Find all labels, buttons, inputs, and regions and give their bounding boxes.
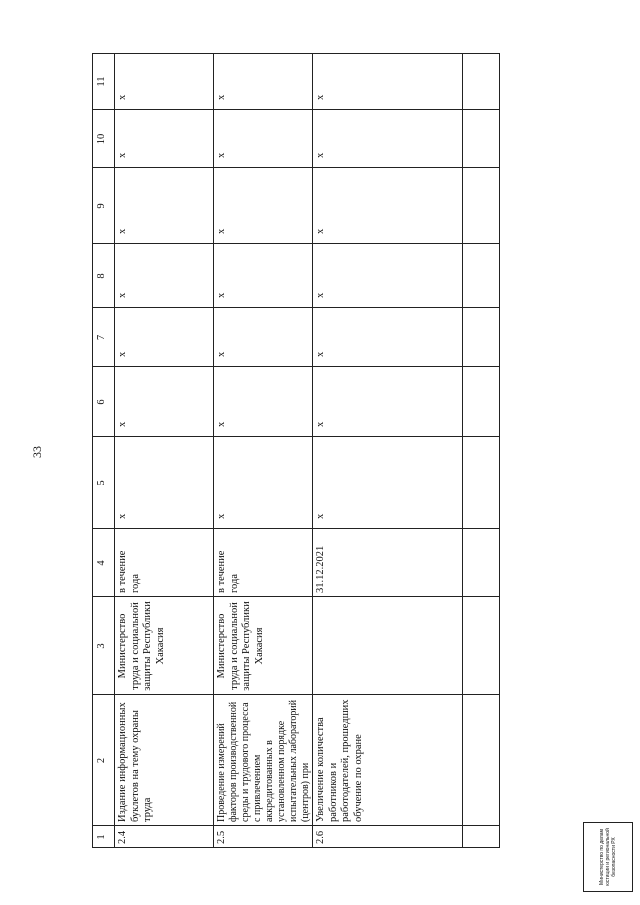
- deadline-text: в течение года: [216, 550, 240, 593]
- row-number: 2.6: [315, 830, 326, 844]
- stamp-text: [599, 824, 617, 890]
- value-cell: х: [216, 513, 227, 519]
- executor-text: Министерство труда и социальной защиты Республики Хакасия: [117, 601, 166, 691]
- header-col-4: 4: [96, 560, 107, 566]
- value-cell: х: [315, 421, 326, 427]
- header-col-5: 5: [96, 480, 107, 486]
- header-col-1: 1: [96, 834, 107, 840]
- header-col-2: 2: [96, 757, 107, 764]
- event-text: Увеличение количества работников и работодателей, прошедших обучение по охране: [315, 699, 364, 822]
- row-number: 2.4: [117, 830, 128, 844]
- value-cell: х: [117, 421, 128, 427]
- header-col-3: 3: [96, 643, 107, 649]
- value-cell: х: [315, 94, 326, 100]
- executor-text: Министерство труда и социальной защиты Республики Хакасия: [216, 601, 265, 691]
- value-cell: х: [216, 351, 227, 357]
- value-cell: х: [216, 94, 227, 100]
- value-cell: х: [216, 421, 227, 427]
- executor-text: [312, 597, 462, 695]
- page-number: 33: [30, 446, 44, 458]
- event-text: Издание информационных буклетов на тему охраны труда: [117, 702, 153, 822]
- deadline-text: 31.12.2021: [315, 545, 326, 593]
- value-cell: х: [216, 152, 227, 158]
- header-col-9: 9: [96, 203, 107, 209]
- value-cell: х: [117, 228, 128, 234]
- row-number: 2.5: [216, 830, 227, 844]
- header-col-8: 8: [96, 273, 107, 279]
- deadline-text: в течение года: [117, 550, 141, 593]
- header-col-6: 6: [96, 399, 107, 405]
- header-col-11: 11: [96, 76, 107, 87]
- value-cell: х: [315, 513, 326, 519]
- rotated-table: [92, 53, 500, 848]
- value-cell: х: [117, 152, 128, 158]
- stamp-line-3: безопасности РХ: [611, 837, 617, 877]
- value-cell: х: [216, 228, 227, 234]
- ministry-stamp: [583, 822, 633, 892]
- stamp-line-2: юстиции и региональной: [605, 828, 611, 886]
- value-cell: х: [117, 513, 128, 519]
- row-divider: [462, 53, 463, 848]
- value-cell: х: [216, 292, 227, 298]
- value-cell: х: [315, 228, 326, 234]
- header-col-10: 10: [96, 133, 107, 145]
- event-text: Проведение измерений факторов производственной среды и трудового процесса с привлечением аккредитованных в установленном порядке испытательных лабораторий (центров) при: [216, 699, 311, 822]
- value-cell: х: [117, 292, 128, 298]
- stamp-line-1: Министерство по делам: [599, 829, 605, 885]
- value-cell: х: [315, 152, 326, 158]
- value-cell: х: [315, 292, 326, 298]
- value-cell: х: [117, 351, 128, 357]
- value-cell: х: [117, 94, 128, 100]
- header-col-7: 7: [96, 334, 107, 341]
- value-cell: х: [315, 351, 326, 357]
